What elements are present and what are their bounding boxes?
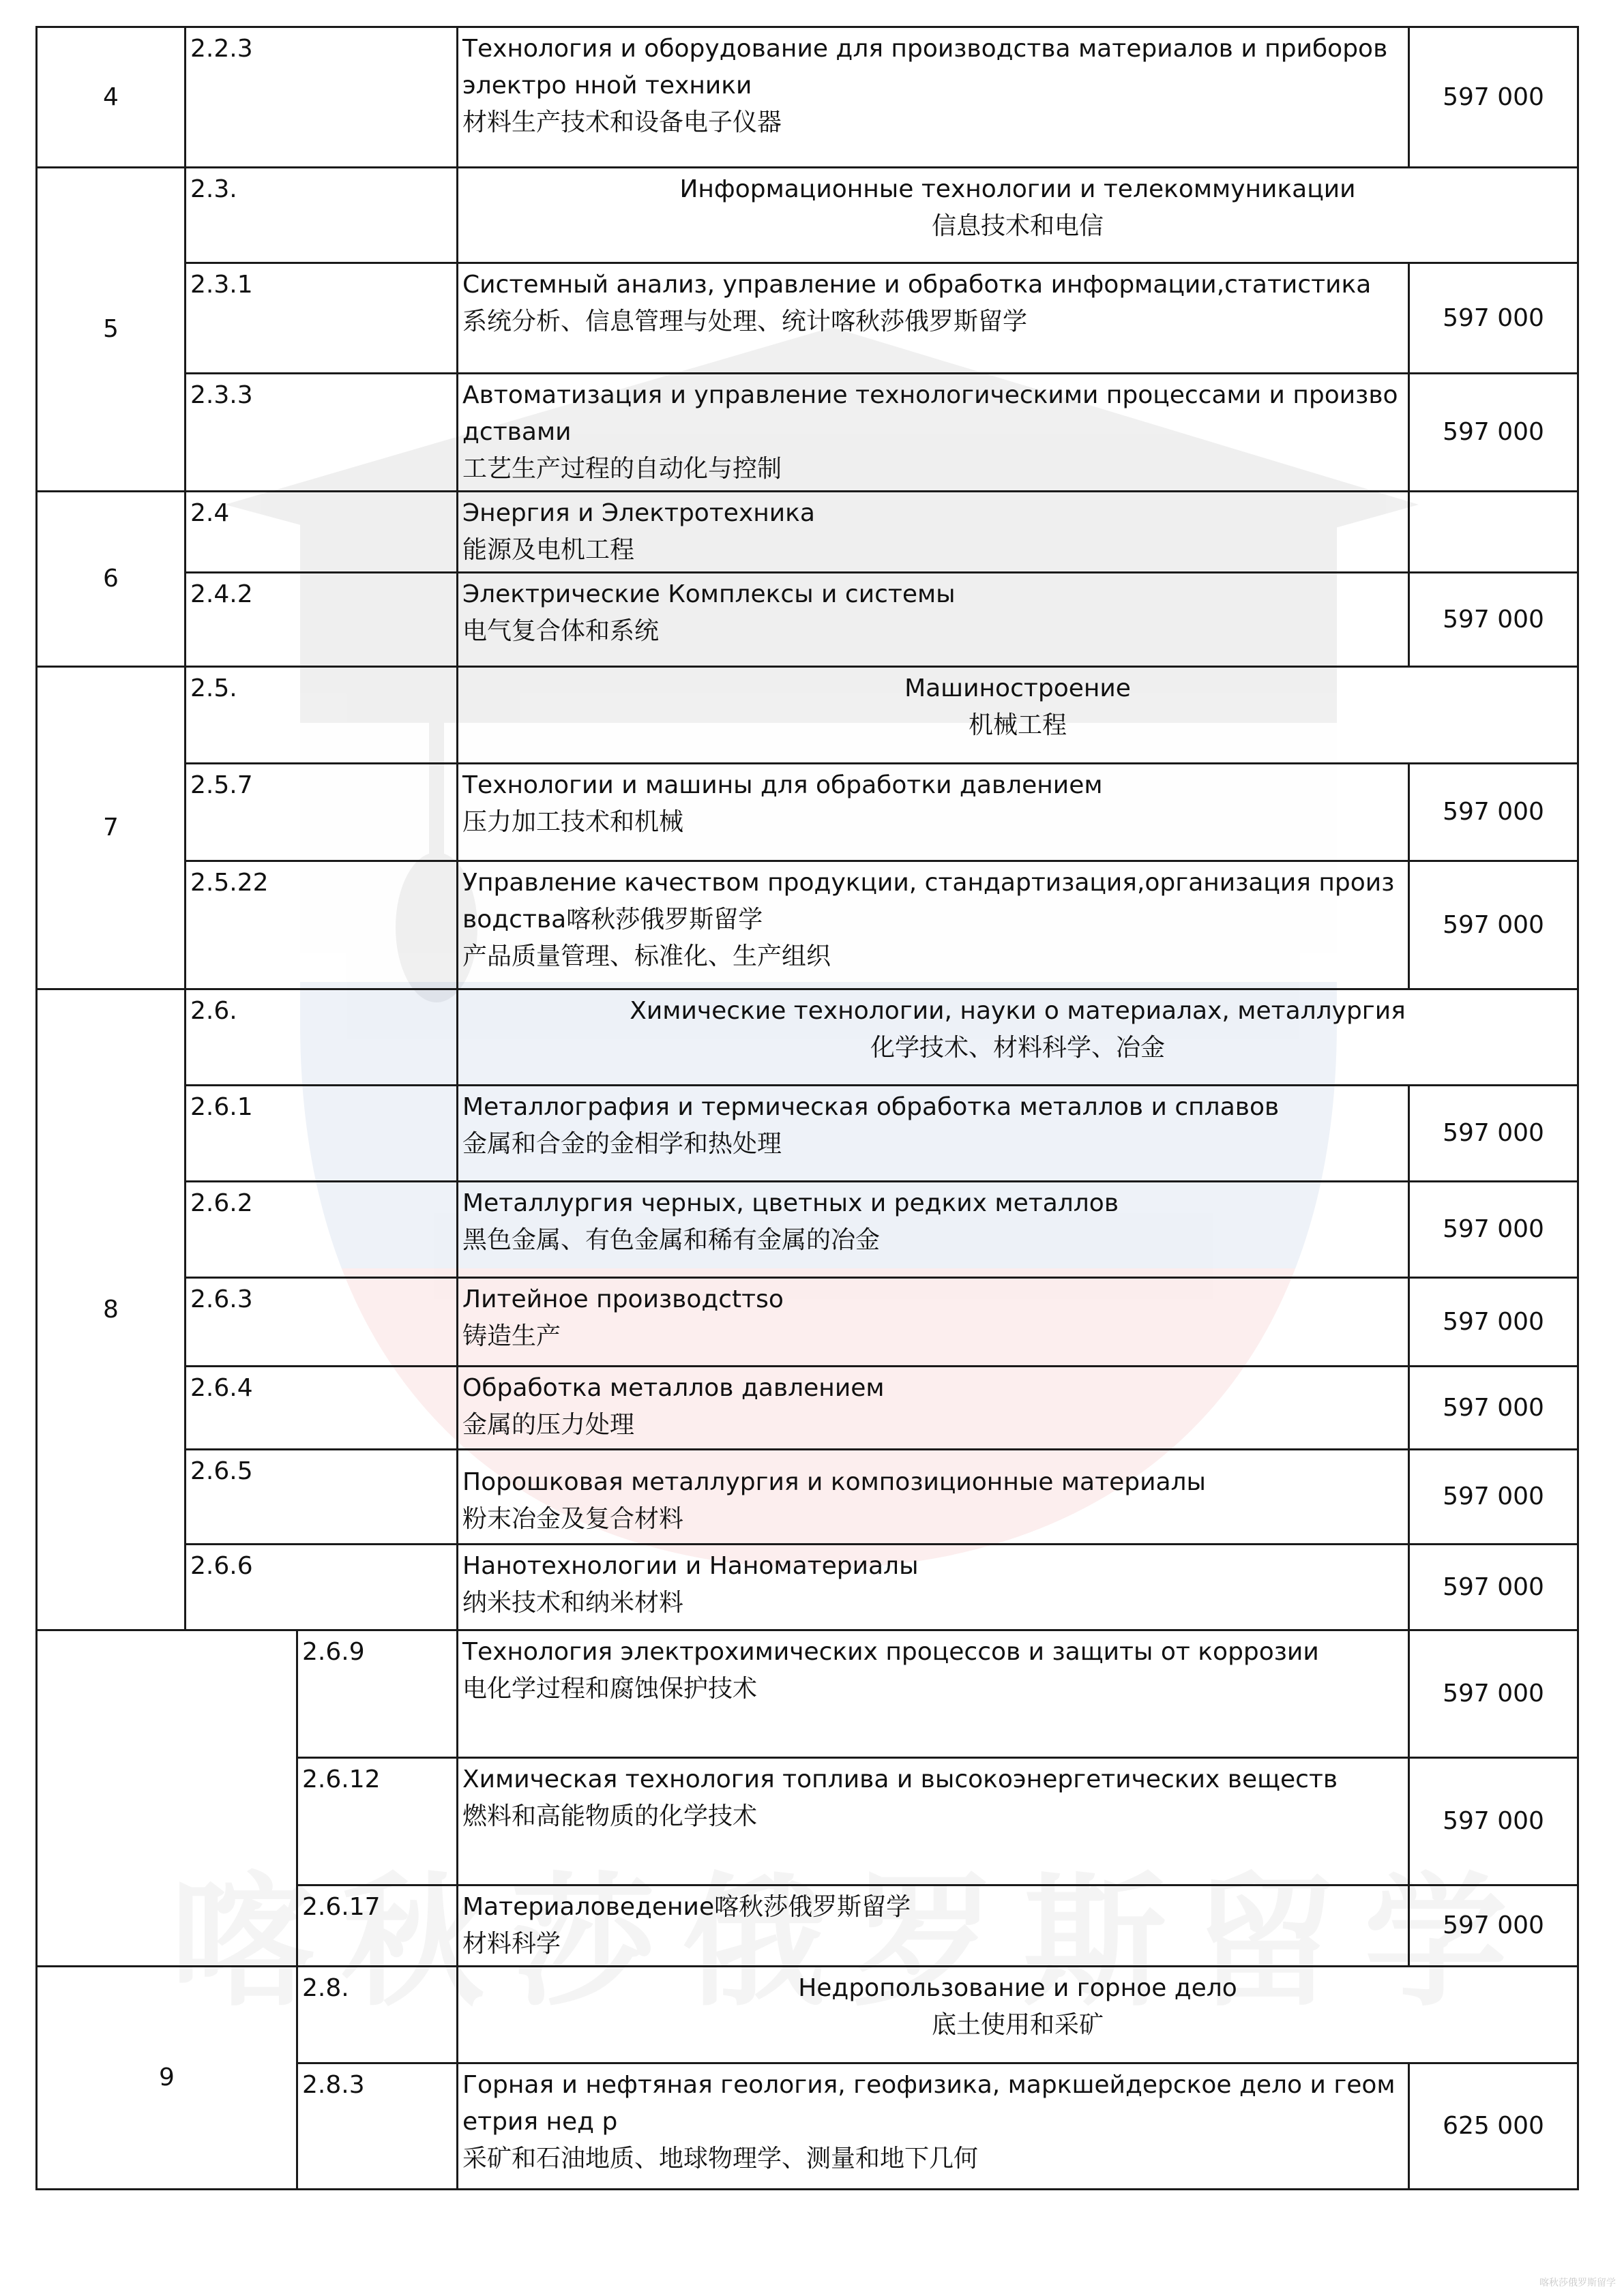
specialty-price-table (35, 26, 1579, 2190)
row-number: 9 (37, 1967, 297, 2190)
specialty-name-zh: 粉末冶金及复合材料 (462, 1505, 684, 1533)
specialty-name-zh: 电气复合体和系统 (462, 617, 660, 645)
section-heading-zh: 机械工程 (969, 711, 1067, 739)
specialty-name-ru: Материаловедение喀秋莎俄罗斯留学 (462, 1893, 911, 1921)
specialty-code: 2.6.2 (186, 1182, 458, 1278)
specialty-name-ru: Химическая технология топлива и высокоэнергетических веществ (462, 1765, 1338, 1793)
specialty-code: 2.8. (297, 1967, 458, 2063)
tuition-price: 597 000 (1409, 1182, 1578, 1278)
section-heading (458, 989, 1578, 1086)
specialty-name (458, 764, 1409, 861)
tuition-price: 597 000 (1409, 1885, 1578, 1967)
table-row (37, 1967, 1578, 2063)
tuition-price: 597 000 (1409, 374, 1578, 492)
specialty-name-ru: Технология электрохимических процессов и защиты от коррозии (462, 1638, 1319, 1666)
specialty-name-ru: Обработка металлов давлением (462, 1374, 885, 1402)
specialty-name-ru: Порошковая металлургия и композиционные материалы (462, 1468, 1206, 1496)
specialty-name-zh: 压力加工技术和机械 (462, 808, 684, 836)
tuition-price: 597 000 (1409, 1630, 1578, 1758)
tuition-price: 597 000 (1409, 1367, 1578, 1450)
tuition-price: 625 000 (1409, 2063, 1578, 2190)
table-row (37, 764, 1578, 861)
section-heading-ru: Недропользование и горное дело (798, 1974, 1237, 2002)
row-number: 7 (37, 667, 186, 989)
table-row (37, 1086, 1578, 1182)
specialty-code: 2.6.17 (297, 1885, 458, 1967)
specialty-name (458, 1086, 1409, 1182)
tuition-price: 597 000 (1409, 1086, 1578, 1182)
tuition-price: 597 000 (1409, 1545, 1578, 1630)
table-row (37, 1545, 1578, 1630)
specialty-code: 2.4.2 (186, 573, 458, 667)
table-row (37, 861, 1578, 989)
table-row (37, 263, 1578, 374)
specialty-name (458, 1278, 1409, 1367)
section-heading (458, 1967, 1578, 2063)
specialty-name-ru: Литейное производсtтso (462, 1285, 784, 1313)
specialty-name-zh: 工艺生产过程的自动化与控制 (462, 455, 782, 483)
section-heading-ru: Химические технологии, науки о материалах, металлургия (630, 997, 1406, 1025)
table-row (37, 1278, 1578, 1367)
tuition-price: 597 000 (1409, 1758, 1578, 1885)
specialty-name-ru: Технологии и машины для обработки давлением (462, 771, 1103, 799)
specialty-code: 2.6.9 (297, 1630, 458, 1758)
specialty-code: 2.6. (186, 989, 458, 1086)
specialty-code: 2.3.1 (186, 263, 458, 374)
specialty-name-ru: Автоматизация и управление технологическими процессами и производствами (462, 381, 1398, 446)
section-heading-zh: 化学技术、材料科学、冶金 (870, 1034, 1166, 1062)
specialty-name-zh: 系统分析、信息管理与处理、统计喀秋莎俄罗斯留学 (462, 308, 1028, 336)
table-row (37, 374, 1578, 492)
tuition-price: 597 000 (1409, 764, 1578, 861)
table-row (37, 27, 1578, 168)
table-row (37, 1367, 1578, 1450)
tuition-price: 597 000 (1409, 263, 1578, 374)
specialty-code: 2.5.22 (186, 861, 458, 989)
specialty-name (458, 1545, 1409, 1630)
specialty-name-zh: 电化学过程和腐蚀保护技术 (462, 1675, 758, 1703)
specialty-code: 2.5.7 (186, 764, 458, 861)
specialty-name (458, 861, 1409, 989)
specialty-code: 2.3.3 (186, 374, 458, 492)
specialty-name-zh: 金属和合金的金相学和热处理 (462, 1130, 782, 1158)
section-heading-ru: Информационные технологии и телекоммуникации (679, 175, 1356, 203)
tuition-price: 597 000 (1409, 1450, 1578, 1545)
specialty-code: 2.6.12 (297, 1758, 458, 1885)
specialty-code: 2.5. (186, 667, 458, 764)
specialty-name-ru: Горная и нефтяная геология, геофизика, маркшейдерское дело и геометрия нед р (462, 2071, 1396, 2136)
specialty-name (458, 1630, 1409, 1758)
table-row (37, 1630, 1578, 1758)
specialty-code: 2.6.5 (186, 1450, 458, 1545)
specialty-code: 2.6.1 (186, 1086, 458, 1182)
row-number: 6 (37, 492, 186, 667)
specialty-name (458, 1450, 1409, 1545)
specialty-name-zh: 产品质量管理、标准化、生产组织 (462, 942, 831, 970)
specialty-name-zh: 采矿和石油地质、地球物理学、测量和地下几何 (462, 2145, 979, 2173)
table-row (37, 573, 1578, 667)
specialty-name-ru: Металлография и термическая обработка металлов и сплавов (462, 1093, 1280, 1121)
specialty-name (458, 1367, 1409, 1450)
tuition-price: 597 000 (1409, 573, 1578, 667)
specialty-name-zh: 材料科学 (462, 1930, 561, 1958)
section-heading-zh: 底土使用和采矿 (932, 2011, 1104, 2039)
specialty-name-ru: Электрические Комплексы и системы (462, 580, 956, 608)
section-heading (458, 168, 1578, 263)
section-heading-zh: 信息技术和电信 (932, 212, 1104, 240)
table-row (37, 1182, 1578, 1278)
specialty-name-zh: 铸造生产 (462, 1322, 561, 1350)
row-number-empty (37, 1630, 297, 1967)
specialty-name-ru: Управление качеством продукции, стандартизация,организация производства喀秋莎俄罗斯留学 (462, 869, 1395, 934)
specialty-code: 2.3. (186, 168, 458, 263)
specialty-name (458, 2063, 1409, 2190)
specialty-name (458, 1182, 1409, 1278)
specialty-name-zh: 材料生产技术和设备电子仪器 (462, 108, 782, 136)
corner-watermark: 喀秋莎俄罗斯留学 (1539, 2278, 1616, 2288)
specialty-name-ru: Нанотехнологии и Наноматериалы (462, 1552, 919, 1580)
specialty-code: 2.4 (186, 492, 458, 573)
specialty-name-zh: 黑色金属、有色金属和稀有金属的冶金 (462, 1226, 881, 1254)
specialty-name (458, 492, 1409, 573)
specialty-code: 2.6.6 (186, 1545, 458, 1630)
section-heading-ru: Машиностроение (904, 674, 1131, 702)
specialty-name (458, 263, 1409, 374)
tuition-price (1409, 492, 1578, 573)
specialty-code: 2.8.3 (297, 2063, 458, 2190)
row-number: 4 (37, 27, 186, 168)
specialty-name-ru: Энергия и Электротехника (462, 499, 815, 527)
row-number: 8 (37, 989, 186, 1630)
tuition-price: 597 000 (1409, 27, 1578, 168)
specialty-name-zh: 能源及电机工程 (462, 536, 635, 564)
tuition-price: 597 000 (1409, 1278, 1578, 1367)
specialty-name (458, 1758, 1409, 1885)
specialty-code: 2.2.3 (186, 27, 458, 168)
table-row (37, 492, 1578, 573)
specialty-code: 2.6.4 (186, 1367, 458, 1450)
row-number: 5 (37, 168, 186, 492)
specialty-name-zh: 燃料和高能物质的化学技术 (462, 1802, 758, 1830)
specialty-name (458, 573, 1409, 667)
specialty-name (458, 27, 1409, 168)
specialty-name-zh: 纳米技术和纳米材料 (462, 1589, 684, 1617)
specialty-name-zh: 金属的压力处理 (462, 1411, 635, 1439)
specialty-name (458, 1885, 1409, 1967)
specialty-name (458, 374, 1409, 492)
table-row (37, 989, 1578, 1086)
tuition-price: 597 000 (1409, 861, 1578, 989)
table-row (37, 1450, 1578, 1545)
specialty-name-ru: Металлургия черных, цветных и редких металлов (462, 1189, 1119, 1217)
table-row (37, 667, 1578, 764)
specialty-name-ru: Системный анализ, управление и обработка информации,статистика (462, 271, 1372, 299)
table-row (37, 168, 1578, 263)
specialty-code: 2.6.3 (186, 1278, 458, 1367)
section-heading (458, 667, 1578, 764)
specialty-name-ru: Технология и оборудование для производства материалов и приборов электро нной техники (462, 35, 1388, 100)
